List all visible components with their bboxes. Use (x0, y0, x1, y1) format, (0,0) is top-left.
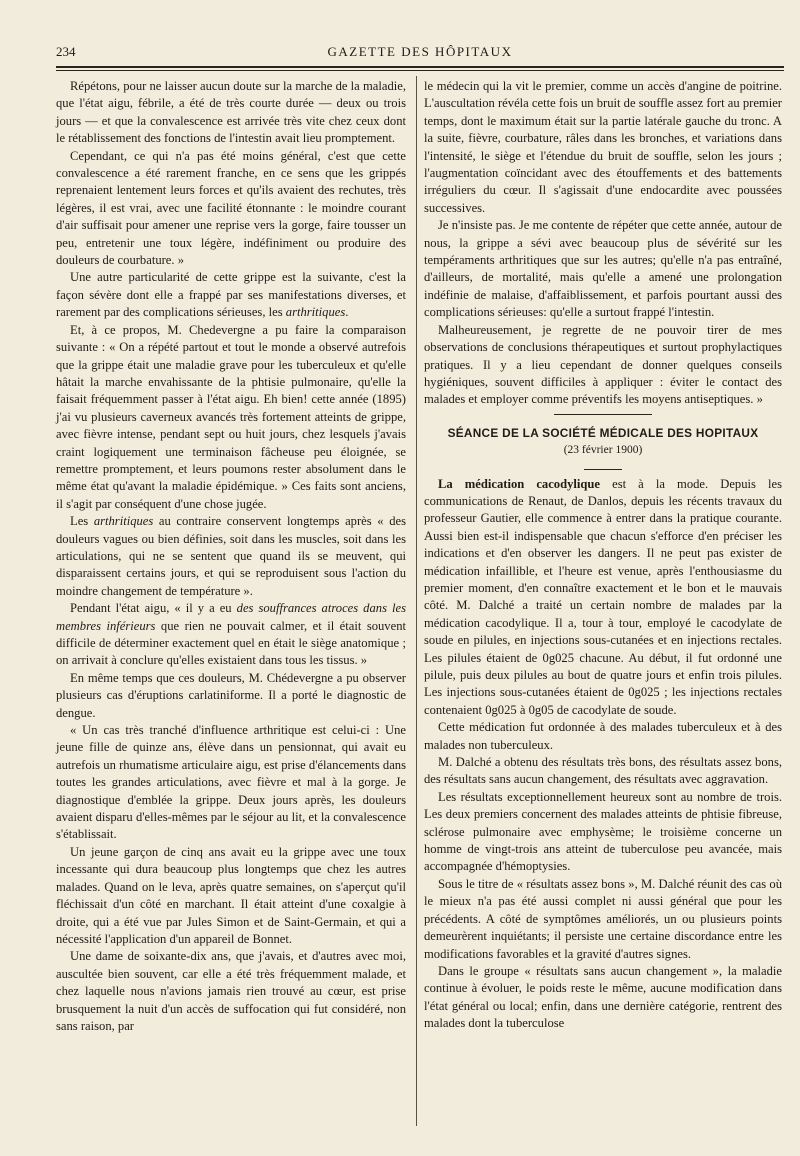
page-number: 234 (56, 44, 76, 59)
text-run: . (345, 305, 349, 320)
page-header (56, 44, 784, 64)
paragraph: Je n'insiste pas. Je me contente de répéter que cette année, autour de nous, la grippe a sévi avec beaucoup plus de sévérité sur les tempéraments arthritiques que sur les autres; qu'elle n'a pas entraîné, d'ailleurs, de mortalité, mais qu'elle a amené une prolongation indéfinie de malaise, d'affaiblissement, et parfois pourtant aussi des complications sérieuses: qu'elle a surtout frappé l'intestin. (424, 218, 782, 320)
paragraph: le médecin qui la vit le premier, comme un accès d'angine de poitrine. L'auscultation révéla cette fois un bruit de souffle assez fort au premier temps, dont le maximum était sur la partie latérale gauche du tronc. A la suite, fièvre, courbature, râles dans les bronches, et variations dans l'intensité, le siège et l'étendue du bruit de souffle, selon les jours ; l'augmentation coïncidant avec des étouffements et des battements irréguliers du cœur. Il s'agissait d'une endocardite avec poussées successives. (424, 79, 782, 215)
paragraph: Les résultats exceptionnellement heureux sont au nombre de trois. Les deux premiers concernent des malades atteints de phtisie fibreuse, sclérose pulmonaire avec emphysème; le troisième concerne un homme de vingt-trois ans atteint de tuberculose peu avancée, mais accompagnée d'hémoptysies. (424, 789, 782, 874)
running-title: GAZETTE DES HÔPITAUX (327, 44, 513, 59)
paragraph: M. Dalché a obtenu des résultats très bons, des résultats assez bons, des résultats sans aucun changement, des résultats avec aggravation. (424, 755, 782, 787)
header-rule-thin (56, 70, 784, 71)
text-run: Les (70, 514, 94, 529)
text-run: Pendant l'état aigu, « il y a eu (70, 601, 237, 616)
bold-run: La médication cacodylique (438, 476, 601, 491)
paragraph: « Un cas très tranché d'influence arthritique est celui-ci : Une jeune fille de quinze ans, élève dans un pensionnat, qui avait eu autrefois un rhumatisme articulaire aigu, est prise d'élancements dans toutes les grandes articulations, avec fièvre et mal à la gorge. Je diagnostique d'emblée la grippe. Deux jours après, les douleurs avaient disparu d'elles-mêmes par le séjour au lit, et la convalescence s'établissait. (56, 723, 406, 842)
column-divider (416, 76, 417, 1126)
text-run: est à la mode. Depuis les communications de Renaut, de Danlos, depuis les récents travaux du professeur Gautier, elle commence à entrer dans la pratique courante. Aussi bien est-il indispensable que chacun s'efforce d'en préciser les indications et d'en observer les dangers. Il ne peut pas exister de médication infaillible, et l'heure est venue, après l'enthousiasme du premier moment, d'en connaître exactement et le bon et le mauvais côté. M. Dalché a traité un certain nombre de malades par la médication cacodylique. Il a, tour à tour, employé le cacodylate de soude en pilules, en injections sous-cutanées et en injections rectales. Les pilules étaient de 0g025 chacune. Au début, il fut ordonné une pilule, puis deux pilules au bout de quatre jours et enfin trois pilules. Les injections sous-cutanées étaient de 0g025 ; les injections rectales contenaient 0g025 à 0g05 de cacodylate de soude. (424, 476, 782, 717)
paragraph: Un jeune garçon de cinq ans avait eu la grippe avec une toux incessante qui dura beaucoup plus longtemps que chez les autres malades. Quand on le leva, après quatre semaines, on s'aperçut qu'il fléchissait d'un côté en marchant. Il était atteint d'une coxalgie à droite, qui a été vue par Jules Simon et de Saint-Germain, et qui a nécessité l'application d'un appareil de Bonnet. (56, 844, 406, 946)
paragraph: Cependant, ce qui n'a pas été moins général, c'est que cette convalescence a été rarement franche, en ce sens que les grippés reprenaient lentement leurs forces et qu'ils avaient des rechutes, très légères, il est vrai, avec une facilité étonnante : le moindre courant d'air suffisait pour amener une reprise vers la gorge, faire tousser un peu, entretenir une toux légère, indéfiniment ou produire des douleurs de courbature. » (56, 148, 406, 268)
paragraph (56, 600, 406, 670)
section-date: (23 février 1900) (563, 444, 643, 457)
italic-run: arthritiques (285, 305, 346, 320)
paragraph: Dans le groupe « résultats sans aucun changement », la maladie continue à évoluer, le poids reste le même, aucune modification dans l'état général ou local; enfin, dans une dernière catégorie, rentrent des malades dont la tuberculose (424, 963, 782, 1031)
paragraph (56, 269, 406, 321)
paragraph: Sous le titre de « résultats assez bons », M. Dalché réunit des cas où le mieux n'a pas été aussi complet ni aussi général que pour les précédents. A côté de symptômes améliorés, un ou plusieurs points demeurèrent inquiétants; il persiste une certaine discordance entre les modifications favorables et la gravité d'autres signes. (424, 876, 782, 961)
paragraph: Malheureusement, je regrette de ne pouvoir tirer de mes observations de conclusions thérapeutiques et surtout prophylactiques pratiques. Il y a lieu cependant de donner quelques conseils hygiéniques, souvent difficiles à appliquer : éviter le contact des malades et employer comme préventifs les moyens antiseptiques. » (424, 322, 782, 407)
paragraph: Une dame de soixante-dix ans, que j'avais, et d'autres avec moi, auscultée bien souvent, car elle a été très fréquemment malade, et chez laquelle nous n'avions jamais rien trouvé au cœur, est prise brusquement la nuit d'un accès de suffocation qui fut considéré, non sans raison, par (56, 949, 406, 1033)
text-run: au contraire conservent longtemps après « des douleurs vagues ou bien définies, soit dans les muscles, soit dans les articulations, qui ne se sentent que quand ils se meuvent, qui disparaissent certains jours, et qui se reproduisent sous l'action du moindre changement de température ». (56, 514, 406, 598)
header-rule (56, 66, 784, 68)
paragraph (424, 476, 782, 720)
paragraph: En même temps que ces douleurs, M. Chédevergne a pu observer plusieurs cas d'éruptions carlatiniforme. Il a porté le diagnostic de dengue. (56, 670, 406, 720)
left-column (56, 78, 406, 1035)
paragraph: Répétons, pour ne laisser aucun doute sur la marche de la maladie, que l'état aigu, fébrile, a été de très courte durée — deux ou trois jours — et que la convalescence est arrivée très vite chez ceux dont le rétablissement des fonctions de l'intestin avait lieu promptement. (56, 79, 406, 146)
paragraph: Et, à ce propos, M. Chedevergne a pu faire la comparaison suivante : « On a répété partout et tout le monde a observé autrefois que la grippe était une maladie grave pour les tuberculeux et qu'elle hâtait la marche envahissante de la phtisie pulmonaire, qu'elle la faisait fréquemment passer à l'état aigu. Eh bien! cette année (1895) j'ai vu plusieurs caverneux avancés très fortement atteints de grippe, avec fièvre intense, pendant sept ou huit jours, chez lesquels j'avais craint logiquement une terminaison fâcheuse peu éloignée, se remettre promptement, et leurs poumons rester absolument dans le même état qu'avant la maladie épidémique. » Ces faits sont anciens, il s'agit par conséquent d'une chose jugée. (56, 322, 406, 511)
paragraph (56, 513, 406, 600)
text-run: Une autre particularité de cette grippe est la suivante, c'est la façon sévère dont elle a frappé par ses manifestations diverses, et rarement par des complications sérieuses, les (56, 270, 406, 320)
italic-run: des souffrances atroces dans les membres inférieurs (56, 601, 406, 633)
italic-run: arthritiques (93, 514, 154, 529)
right-column (424, 78, 782, 1033)
section-ornament (424, 409, 782, 419)
section-rule (424, 464, 782, 476)
paragraph: Cette médication fut ordonnée à des malades tuberculeux et à des malades non tuberculeux. (424, 720, 782, 752)
section-title: SÉANCE DE LA SOCIÉTÉ MÉDICALE DES HOPITAUX (447, 425, 759, 440)
text-run: que rien ne pouvait calmer, et il était souvent difficile de déterminer exactement quel en était le siège anatomique ; on arrivait à conclure qu'elles existaient dans tous les tissus. » (56, 618, 406, 668)
